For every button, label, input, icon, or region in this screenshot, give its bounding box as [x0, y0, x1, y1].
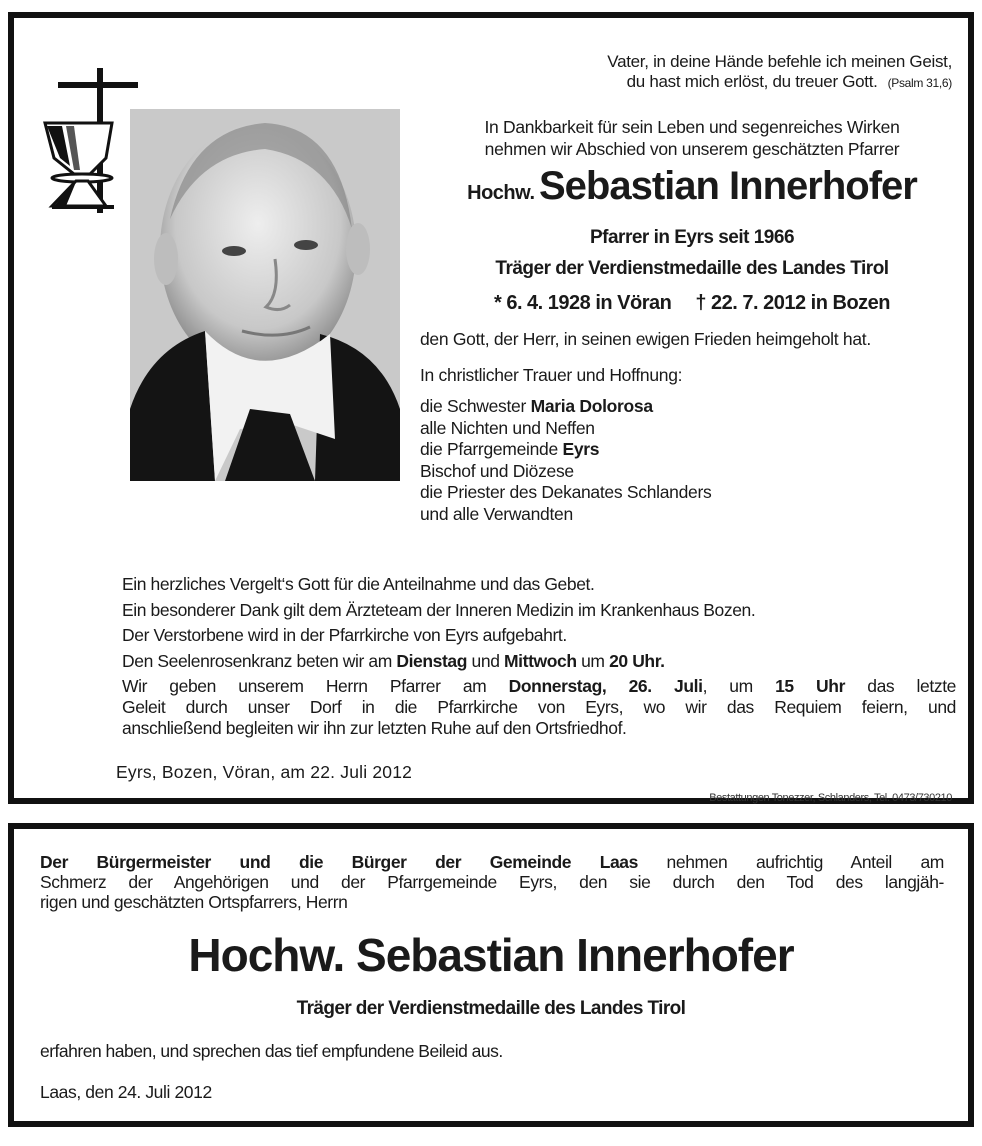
- award-text: Träger der Verdienstmedaille des Landes Tirol: [296, 998, 686, 1019]
- funeral-line-2: Geleit durch unser Dorf in die Pfarrkirche von Eyrs, wo wir das Requiem feiern, und: [122, 697, 956, 717]
- mourners-list: [420, 396, 711, 526]
- quote-line-2: du hast mich erlöst, du treuer Gott.: [626, 72, 878, 91]
- thanks-line-1: Ein herzliches Vergelt‘s Gott für die Anteilnahme und das Gebet.: [122, 574, 595, 594]
- deceased-name: [418, 164, 966, 209]
- quote-line-1: Vater, in deine Hände befehle ich meinen Geist,: [607, 52, 952, 71]
- life-dates: [418, 292, 966, 315]
- award-text: Träger der Verdienstmedaille des Landes Tirol: [495, 258, 889, 279]
- cross-chalice-icon: [40, 66, 140, 216]
- condolence-intro: [40, 852, 944, 912]
- called-home-text: den Gott, der Herr, in seinen ewigen Frieden heimgeholt hat.: [420, 329, 871, 349]
- laid-out-line: Der Verstorbene wird in der Pfarrkirche von Eyrs aufgebahrt.: [122, 625, 567, 645]
- intro-line-2: nehmen wir Abschied von unserem geschätzten Pfarrer: [484, 139, 900, 159]
- condolence-line-3: rigen und geschätzten Ortspfarrers, Herrn: [40, 892, 348, 912]
- intro-text: [418, 116, 966, 160]
- place-date: Eyrs, Bozen, Vöran, am 22. Juli 2012: [116, 762, 413, 782]
- psalm-quote: [607, 52, 952, 93]
- mourner-item: alle Nichten und Neffen: [420, 417, 595, 438]
- mourning-heading: In christlicher Trauer und Hoffnung:: [420, 365, 683, 385]
- death-date: † 22. 7. 2012 in Bozen: [695, 292, 891, 314]
- undertaker-credit: Bestattungen Tonezzer, Schlanders, Tel. 0473/730210: [709, 792, 952, 804]
- birth-date: * 6. 4. 1928 in Vöran: [493, 292, 672, 314]
- role-text: Pfarrer in Eyrs seit 1966: [589, 227, 795, 248]
- mourner-item: die Pfarrgemeinde Eyrs: [420, 439, 600, 460]
- mourner-item: Bischof und Diözese: [420, 460, 574, 481]
- condolence-notice: [8, 823, 974, 1127]
- funeral-line-3: anschließend begleiten wir ihn zur letzten Ruhe auf den Ortsfriedhof.: [122, 718, 627, 738]
- place-date: Laas, den 24. Juli 2012: [40, 1082, 212, 1102]
- mourner-item: und alle Verwandten: [420, 503, 573, 524]
- thanks-line-2: Ein besonderer Dank gilt dem Ärzteteam der Inneren Medizin im Krankenhaus Bozen.: [122, 599, 756, 620]
- portrait-photo: [130, 109, 400, 481]
- name-text: Sebastian Innerhofer: [538, 164, 917, 208]
- deceased-name-large: Hochw. Sebastian Innerhofer: [188, 929, 794, 981]
- notice-body: [122, 574, 956, 739]
- funeral-line-1: Wir geben unserem Herrn Pfarrer am Donnerstag, 26. Juli, um 15 Uhr das letzte: [122, 676, 956, 696]
- mourner-item: die Priester des Dekanates Schlanders: [420, 482, 712, 503]
- condolence-line-1: Der Bürgermeister und die Bürger der Gemeinde Laas nehmen aufrichtig Anteil am: [40, 852, 944, 872]
- quote-reference: (Psalm 31,6): [887, 76, 952, 90]
- condolence-closing: erfahren haben, und sprechen das tief empfundene Beileid aus.: [40, 1041, 503, 1061]
- condolence-line-2: Schmerz der Angehörigen und der Pfarrgemeinde Eyrs, den sie durch den Tod des langjäh-: [40, 872, 944, 892]
- rosary-line: Den Seelenrosenkranz beten wir am Dienstag und Mittwoch um 20 Uhr.: [122, 650, 665, 671]
- title-prefix: Hochw.: [467, 182, 535, 204]
- obituary-notice: [8, 12, 974, 804]
- mourner-item: die Schwester Maria Dolorosa: [420, 396, 653, 416]
- intro-line-1: In Dankbarkeit für sein Leben und segenreiches Wirken: [484, 117, 900, 137]
